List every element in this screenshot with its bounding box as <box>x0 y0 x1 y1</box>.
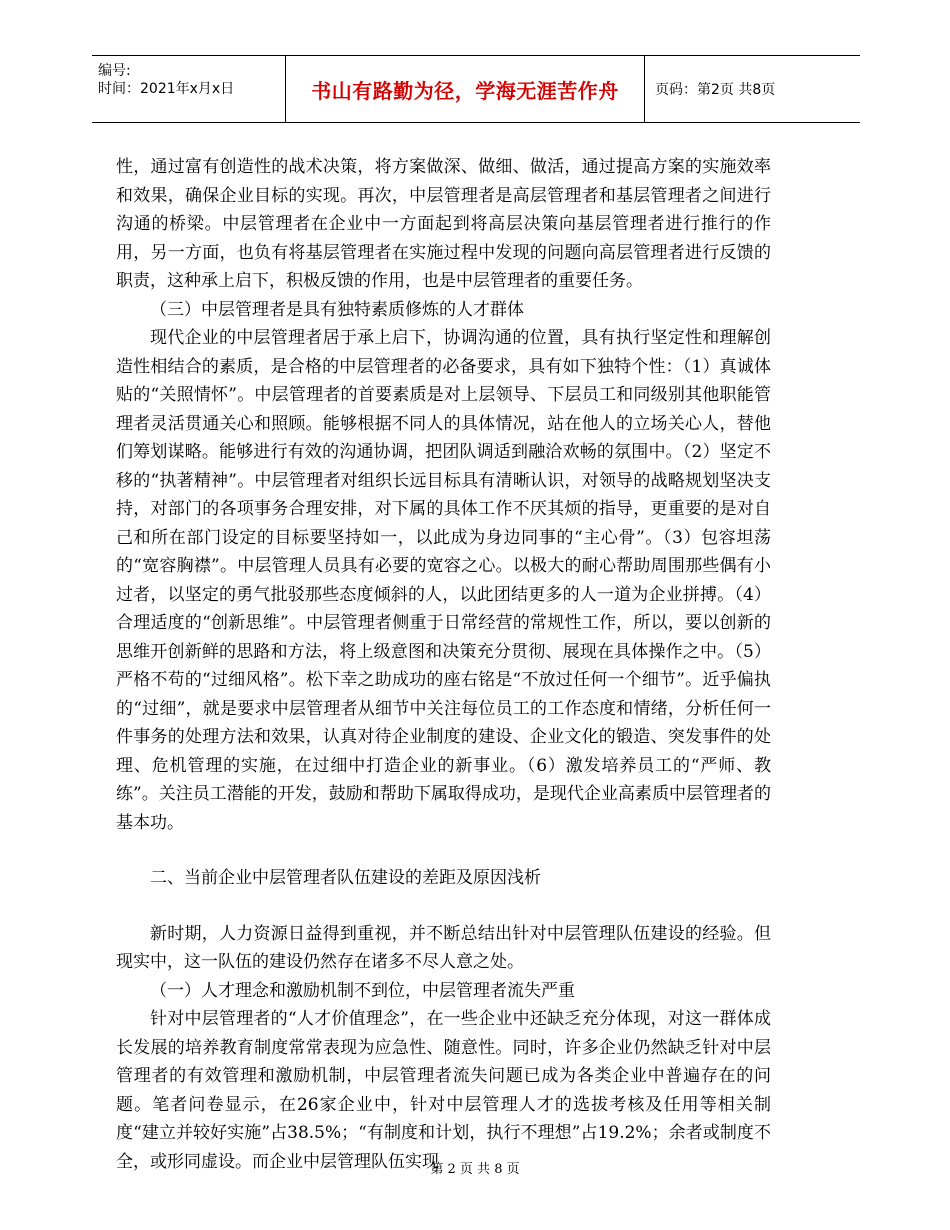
document-body <box>116 153 771 1176</box>
subsection-heading-1: （一）人才理念和激励机制不到位，中层管理者流失严重 <box>150 980 575 1001</box>
section-heading-3: （三）中层管理者是具有独特素质修炼的人才群体 <box>150 299 524 320</box>
page-footer: 第 2 页 共 8 页 <box>430 1162 520 1177</box>
spacer <box>116 893 771 920</box>
motto-text: 书山有路勤为径，学海无涯苦作舟 <box>311 78 619 103</box>
page-header <box>92 55 860 123</box>
paragraph-talent: 针对中层管理者的“人才价值理念”，在一些企业中还缺乏充分体现，对这一群体成长发展的培养教育制度常常表现为应急性、随意性。同时，许多企业仍然缺乏针对中层管理者的有效管理和激励机制，中层管理者流失问题已成为各类企业中普遍存在的问题。笔者问卷显示，在26家企业中，针对中层管理人才的选拔考核及任用等相关制度“建立并较好实施”占38.5%；“有制度和计划，执行不理想”占19.2%；余者或制度不全，或形同虚设。而企业中层管理队伍实现 <box>116 1009 771 1172</box>
header-meta <box>92 56 286 122</box>
paragraph-qualities: 现代企业的中层管理者居于承上启下，协调沟通的位置，具有执行坚定性和理解创造性相结合的素质，是合格的中层管理者的必备要求，具有如下独特个性：（1）真诚体贴的“关照情怀”。中层管理者的首要素质是对上层领导、下层员工和同级别其他职能管理者灵活贯通关心和照顾。能够根据不同人的具体情况，站在他人的立场关心人，替他们筹划谋略。能够进行有效的沟通协调，把团队调适到融洽欢畅的氛围中。（2）坚定不移的“执著精神”。中层管理者对组织长远目标具有清晰认识，对领导的战略规划坚决支持，对部门的各项事务合理安排，对下属的具体工作不厌其烦的指导，更重要的是对自己和所在部门设定的目标要坚持如一，以此成为身边同事的“主心骨”。（3）包容坦荡的“宽容胸襟”。中层管理人员具有必要的宽容之心。以极大的耐心帮助周围那些偶有小过者，以坚定的勇气批驳那些态度倾斜的人，以此团结更多的人一道为企业拼搏。（4）合理适度的“创新思维”。中层管理者侧重于日常经营的常规性工作，所以，要以创新的思维开创新鲜的思路和方法，将上级意图和决策充分贯彻、展现在具体操作之中。（5）严格不苟的“过细风格”。松下幸之助成功的座右铭是“不放过任何一个细节”。近乎偏执的“过细”，就是要求中层管理者从细节中关注每位员工的工作态度和情绪，分析任何一件事务的处理方法和效果，认真对待企业制度的建设、企业文化的锻造、突发事件的处理、危机管理的实施，在过细中打造企业的新事业。（6）激发培养员工的“严师、教练”。关注员工潜能的开发，鼓励和帮助下属取得成功，是现代企业高素质中层管理者的基本功。 <box>116 328 771 833</box>
paragraph-intro: 新时期，人力资源日益得到重视，并不断总结出针对中层管理队伍建设的经验。但现实中，这一队伍的建设仍然存在诸多不尽人意之处。 <box>116 923 771 972</box>
section-heading-2: 二、当前企业中层管理者队伍建设的差距及原因浅析 <box>150 868 541 888</box>
header-motto-cell <box>286 56 645 122</box>
paragraph-continued: 性，通过富有创造性的战术决策，将方案做深、做细、做活，通过提高方案的实施效率和效果，确保企业目标的实现。再次，中层管理者是高层管理者和基层管理者之间进行沟通的桥梁。中层管理者在企业中一方面起到将高层决策向基层管理者进行推行的作用，另一方面，也负有将基层管理者在实施过程中发现的问题向高层管理者进行反馈的职责，这种承上启下，积极反馈的作用，也是中层管理者的重要任务。 <box>116 157 771 291</box>
number-label: 编号: <box>98 63 131 79</box>
spacer <box>116 837 771 864</box>
time-label: 时间：2021年x月x日 <box>98 81 235 97</box>
header-page-info: 页码：第2页 共8页 <box>655 82 776 98</box>
